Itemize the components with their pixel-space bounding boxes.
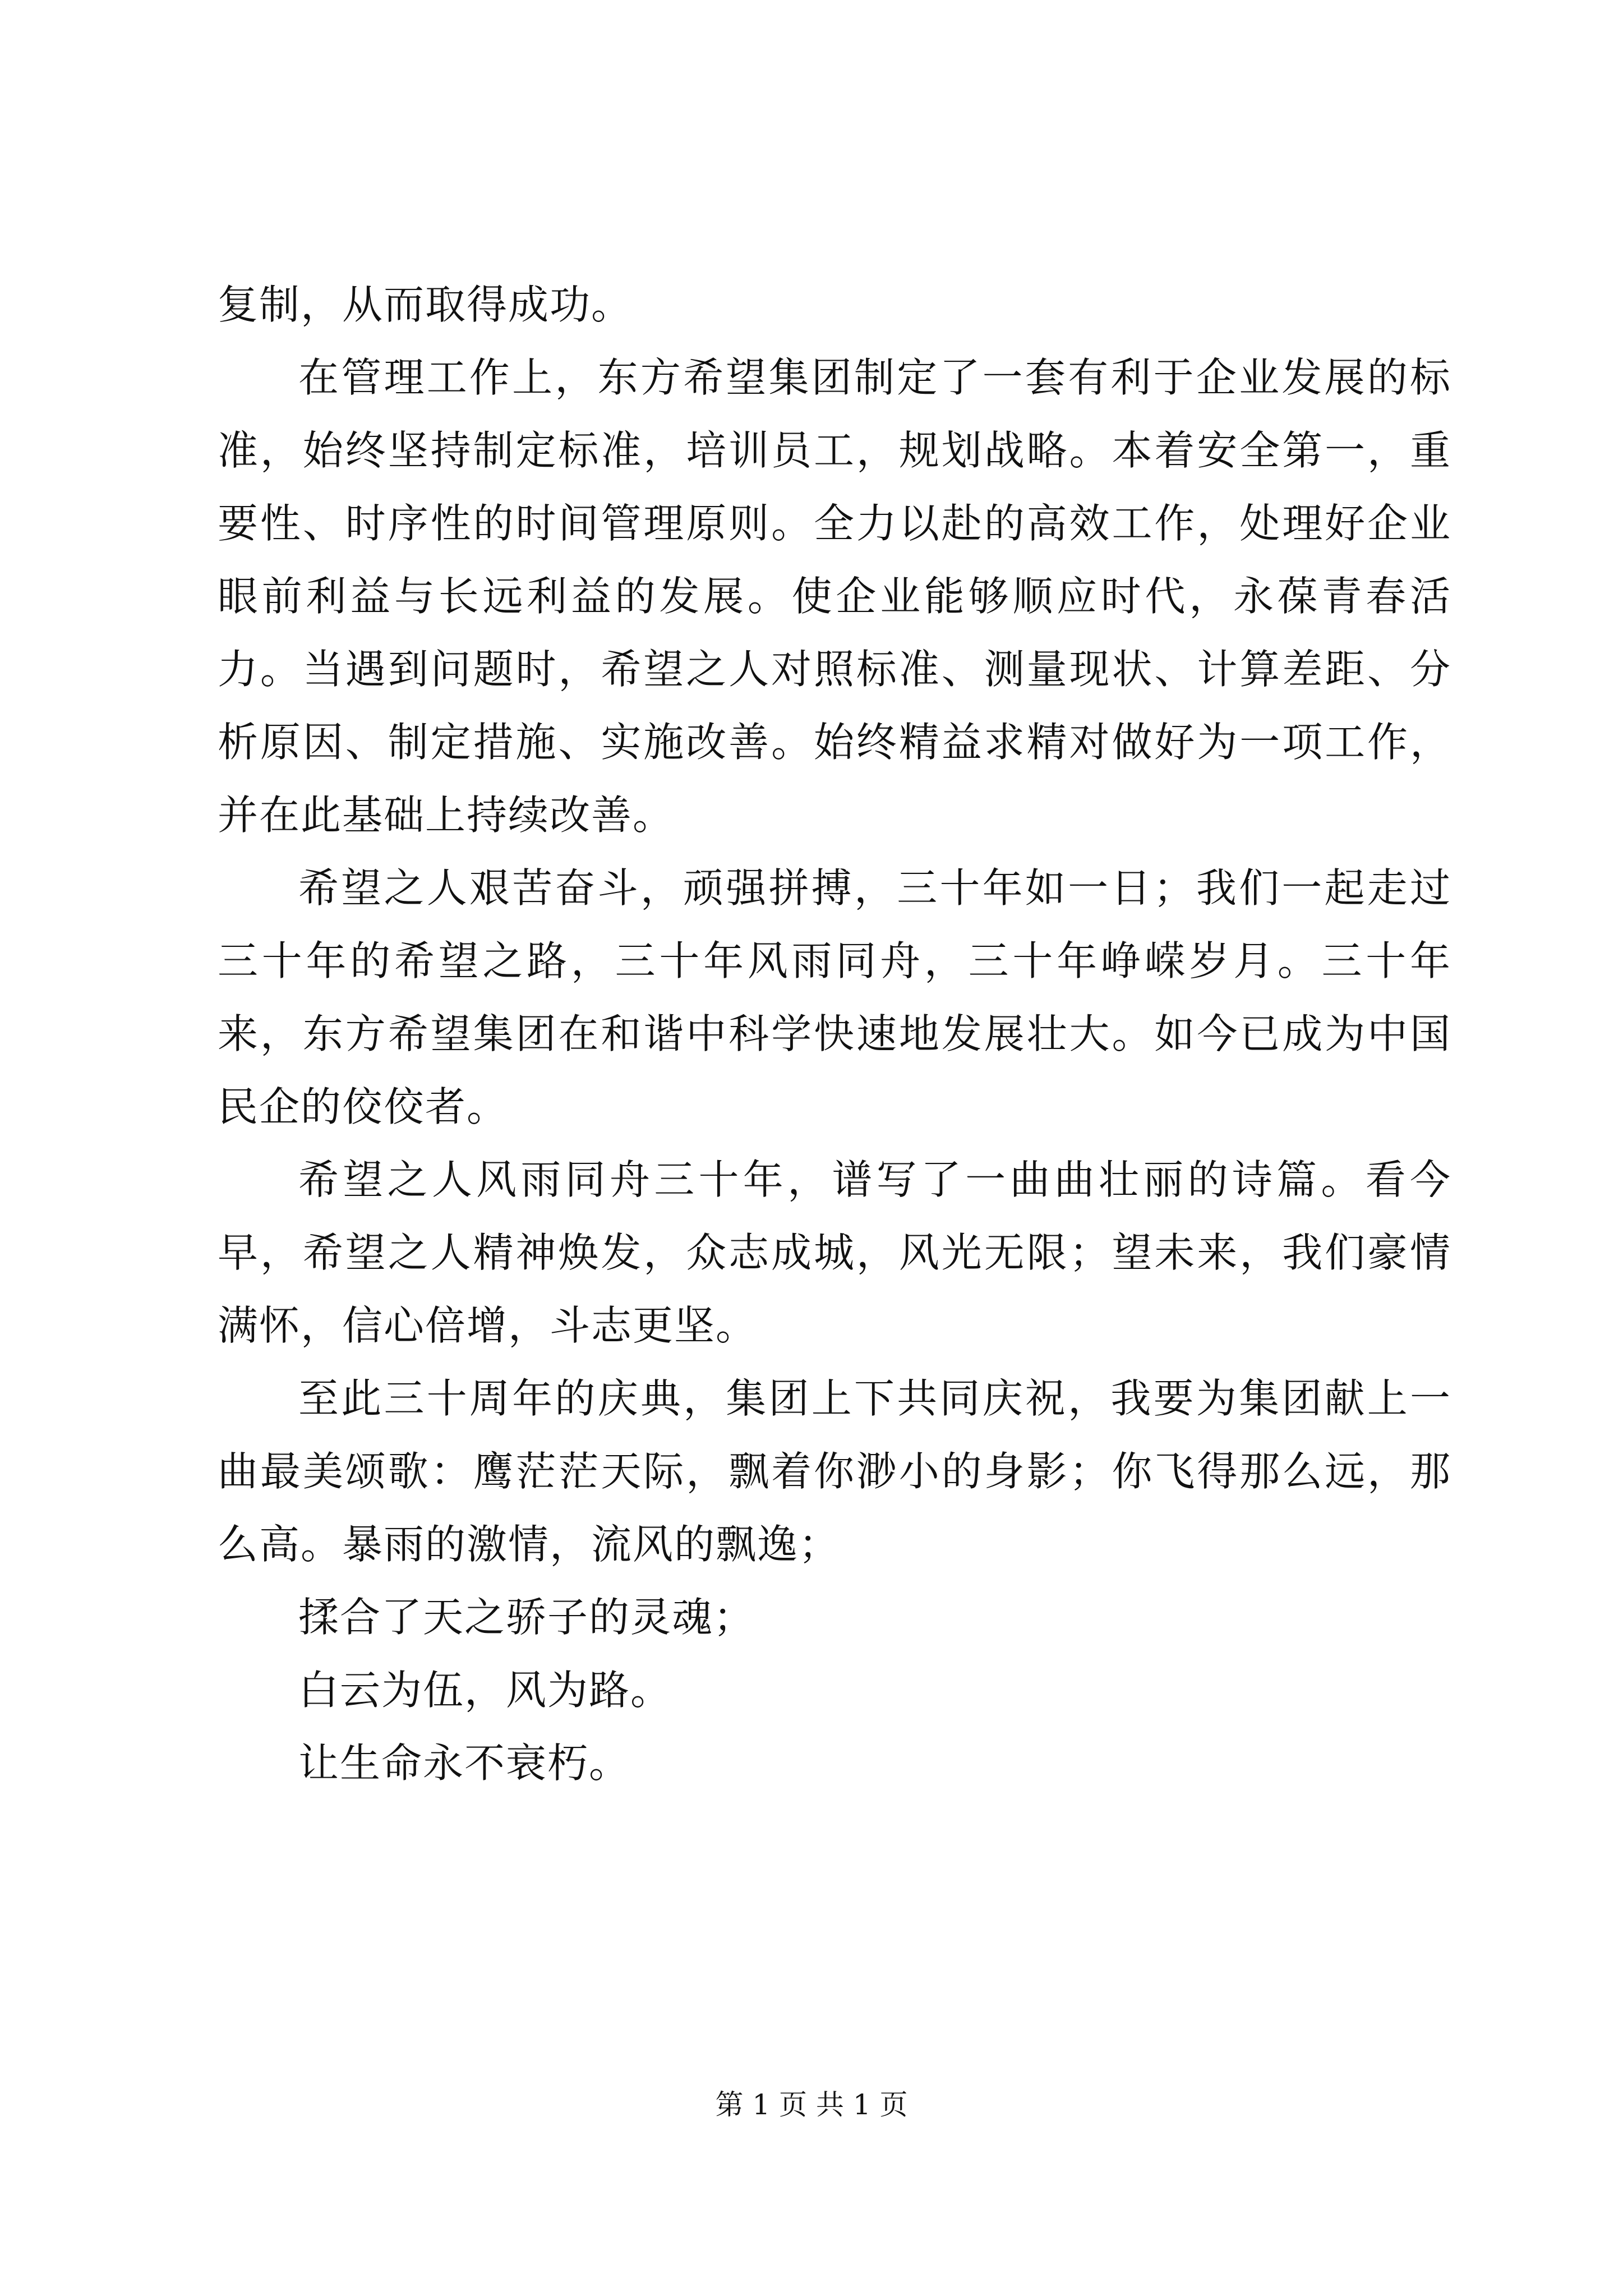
poem-line: 白云为伍，风为路。 [298, 1667, 672, 1714]
poem-line: 让生命永不衰朽。 [298, 1740, 631, 1787]
paragraph-thirty-years: 希望之人风雨同舟三十年，谱写了一曲曲壮丽的诗篇。看今早，希望之人精神焕发，众志成城，风光无限；望未来，我们豪情满怀，信心倍增，斗志更坚。 [218, 1156, 1451, 1349]
page-number: 第 1 页 共 1 页 [715, 2088, 908, 2121]
paragraph-management: 在管理工作上，东方希望集团制定了一套有利于企业发展的标准，始终坚持制定标准，培训员工，规划战略。本着安全第一，重要性、时序性的时间管理原则。全力以赴的高效工作，处理好企业眼前利益与长远利益的发展。使企业能够顺应时代，永葆青春活力。当遇到问题时，希望之人对照标准、测量现状、计算差距、分析原因、制定措施、实施改善。始终精益求精对做好为一项工作，并在此基础上持续改善。 [218, 354, 1451, 839]
poem-line: 揉合了天之骄子的灵魂； [298, 1594, 755, 1641]
paragraph-anniversary: 至此三十周年的庆典，集团上下共同庆祝，我要为集团献上一曲最美颂歌：鹰茫茫天际，飘着你渺小的身影；你飞得那么远，那么高。暴雨的激情，流风的飘逸； [218, 1375, 1451, 1568]
paragraph-continuation: 复制，从而取得成功。 [218, 281, 633, 328]
paragraph-hardship: 希望之人艰苦奋斗，顽强拼搏，三十年如一日；我们一起走过三十年的希望之路，三十年风雨同舟，三十年峥嵘岁月。三十年来，东方希望集团在和谐中科学快速地发展壮大。如今已成为中国民企的佼佼者。 [218, 864, 1451, 1130]
page-footer [0, 2088, 1623, 2122]
document-body [218, 268, 1451, 1800]
